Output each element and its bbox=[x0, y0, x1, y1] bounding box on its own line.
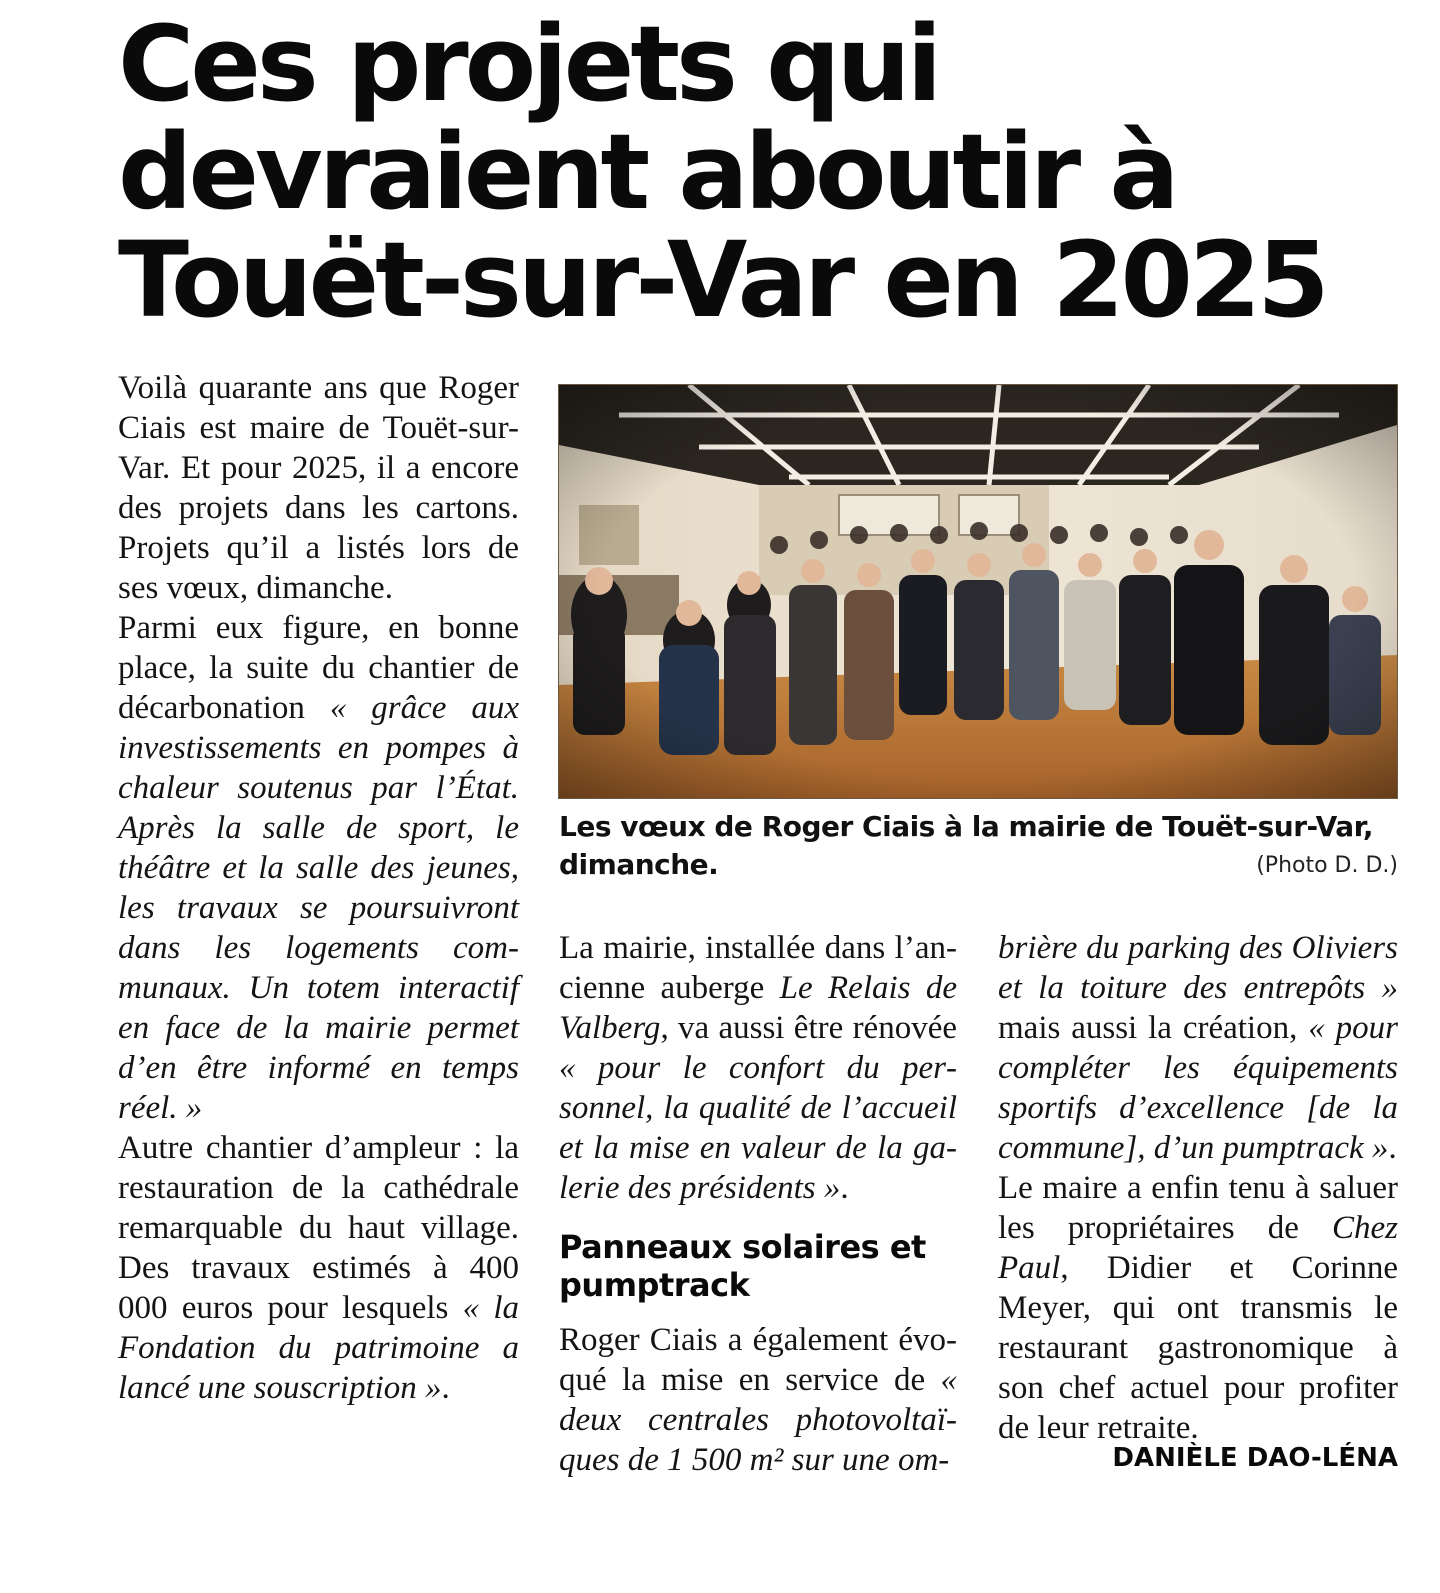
punctuation: . bbox=[441, 1370, 450, 1406]
paragraph-pumptrack bbox=[998, 928, 1398, 1168]
paragraph-text: Parmi eux figure, en bonne place, la suite du chantier de décarbonation bbox=[118, 610, 519, 726]
paragraph-text: , Didier et Corinne Meyer, qui ont transmis le restaurant gastronomique à son chef actuel pour profiter de leur retraite. bbox=[998, 1250, 1398, 1446]
quote: brière du parking des Oliviers et la toiture des entrepôts » bbox=[998, 930, 1398, 1006]
article-headline bbox=[118, 3, 1378, 341]
quote: « deux centrales photovoltaïques de 1 500 m² sur une om- bbox=[559, 1362, 957, 1478]
paragraph-cathedral bbox=[118, 1128, 519, 1408]
article-column-2-continued bbox=[559, 1320, 957, 1480]
author-byline: DANIÈLE DAO-LÉNA bbox=[1112, 1443, 1398, 1473]
paragraph-text: mais aussi la création, bbox=[998, 1010, 1309, 1046]
article-column-1 bbox=[118, 368, 519, 1408]
restaurant-name: Chez Paul bbox=[998, 1210, 1398, 1286]
paragraph-mairie bbox=[559, 928, 957, 1208]
article-column-3 bbox=[998, 928, 1398, 1448]
headline-line-3: Touët-sur-Var en 2025 bbox=[118, 219, 1326, 341]
photo-caption: Les vœux de Roger Ciais à la mairie de Touët-sur-Var, dimanche. bbox=[559, 810, 1373, 881]
group-photo bbox=[558, 384, 1398, 799]
paragraph-text: Roger Ciais a également évoqué la mise en service de bbox=[559, 1322, 957, 1398]
quote: « pour le confort du personnel, la qualité de l’accueil et la mise en valeur de la galerie des présidents » bbox=[559, 1050, 957, 1206]
group-photo-illustration bbox=[559, 385, 1397, 798]
quote: « pour compléter les équipements sportifs d’excellence [de la commune], d’un pumptrack » bbox=[998, 1010, 1398, 1166]
paragraph-solar bbox=[559, 1320, 957, 1480]
paragraph-text: , va aussi être rénovée bbox=[660, 1010, 957, 1046]
headline-line-2: devraient aboutir à bbox=[118, 111, 1176, 233]
punctuation: . bbox=[840, 1170, 849, 1206]
paragraph-intro: Voilà quarante ans que Roger Ciais est maire de Touët-sur-Var. Et pour 2025, il a encore des projets dans les cartons. Projets qu’il a listés lors de ses vœux, dimanche. bbox=[118, 370, 519, 606]
paragraph-text: Le maire a enfin tenu à saluer les propriétaires de bbox=[998, 1170, 1398, 1246]
quote: « grâce aux investissements en pompes à chaleur soutenus par l’État. Après la salle de sport, le théâtre et la salle des jeunes, les travaux se poursuivront dans les logements communaux. Un totem interactif en face de la mairie permet d’en être informé en temps réel. » bbox=[118, 690, 519, 1126]
photo-credit: (Photo D. D.) bbox=[1256, 853, 1398, 878]
punctuation: . bbox=[1388, 1130, 1397, 1166]
article-column-2 bbox=[559, 928, 957, 1208]
paragraph-decarbonation bbox=[118, 608, 519, 1128]
paragraph-text: La mairie, installée dans l’ancienne auberge bbox=[559, 930, 957, 1006]
section-subhead: Panneaux solaires et pumptrack bbox=[559, 1228, 926, 1304]
quote: « la Fondation du patrimoine a lancé une souscription » bbox=[118, 1290, 519, 1406]
paragraph-text: Autre chantier d’ampleur : la restauration de la cathédrale remarquable du haut village. Des travaux estimés à 400 000 euros pour lesquels bbox=[118, 1130, 519, 1326]
place-name: Le Relais de Valberg bbox=[559, 970, 957, 1046]
paragraph-chez-paul bbox=[998, 1168, 1398, 1448]
headline-line-1: Ces projets qui bbox=[118, 3, 939, 125]
